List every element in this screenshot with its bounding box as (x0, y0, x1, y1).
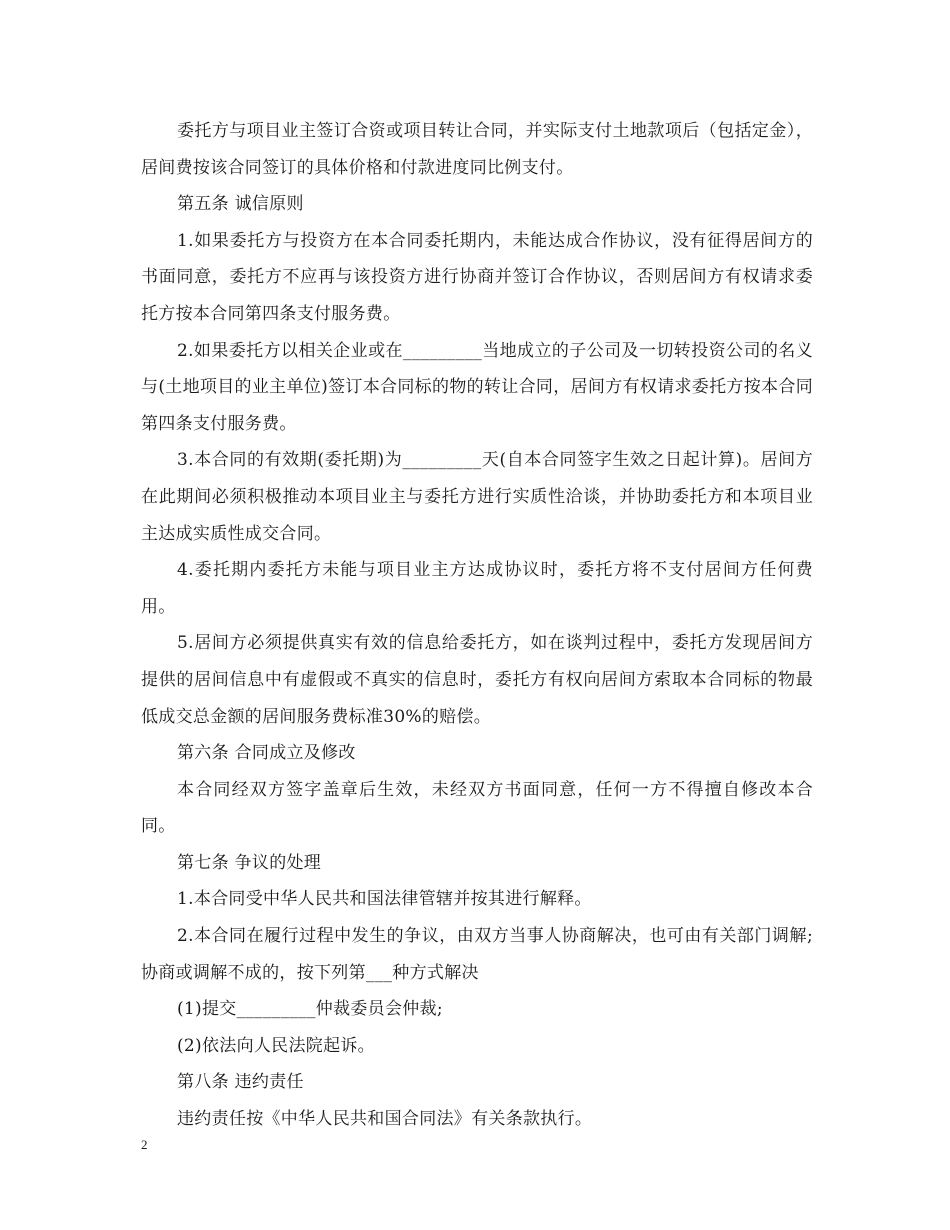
paragraph-article-6-body: 本合同经双方签字盖章后生效，未经双方书面同意，任何一方不得擅自修改本合同。 (141, 779, 813, 837)
heading-article-5: 第五条 诚信原则 (177, 194, 304, 215)
paragraph-article-7-item-1: 1.本合同受中华人民共和国法律管辖并按其进行解释。 (177, 889, 592, 910)
heading-article-6: 第六条 合同成立及修改 (177, 743, 356, 764)
paragraph-article-7-option-2: (2)依法向人民法院起诉。 (177, 1035, 375, 1056)
page-number: 2 (141, 1137, 148, 1152)
paragraph-article-8-body: 违约责任按《中华人民共和国合同法》有关条款执行。 (177, 1109, 593, 1130)
paragraph-article-7-option-1: (1)提交_________仲裁委员会仲裁; (177, 999, 443, 1020)
paragraph-article-5-item-1: 1.如果委托方与投资方在本合同委托期内，未能达成合作协议，没有征得居间方的书面同意，委托方不应再与该投资方进行协商并签订合作协议，否则居间方有权请求委托方按本合同第四条支付服务费。 (141, 230, 813, 324)
paragraph-article-7-item-2: 2.本合同在履行过程中发生的争议，由双方当事人协商解决，也可由有关部门调解;协商或调解不成的，按下列第___种方式解决 (141, 926, 813, 983)
heading-article-7: 第七条 争议的处理 (177, 852, 322, 873)
paragraph-article-5-item-2: 2.如果委托方以相关企业或在_________当地成立的子公司及一切转投资公司的名义与(土地项目的业主单位)签订本合同标的物的转让合同，居间方有权请求委托方按本合同第四条支付服务费。 (141, 340, 813, 434)
heading-article-8: 第八条 违约责任 (177, 1072, 304, 1093)
paragraph-article-5-item-5: 5.居间方必须提供真实有效的信息给委托方，如在谈判过程中，委托方发现居间方提供的居间信息中有虚假或不真实的信息时，委托方有权向居间方索取本合同标的物最低成交总金额的居间服务费标准30%的赔偿。 (141, 633, 813, 727)
paragraph-article-5-item-3: 3.本合同的有效期(委托期)为_________天(自本合同签字生效之日起计算)。居间方在此期间必须积极推动本项目业主与委托方进行实质性洽谈，并协助委托方和本项目业主达成实质性成交合同。 (141, 450, 813, 544)
document-body (141, 113, 813, 1138)
paragraph-article-5-item-4: 4.委托期内委托方未能与项目业主方达成协议时，委托方将不支付居间方任何费用。 (141, 560, 813, 617)
paragraph-payment-terms: 委托方与项目业主签订合资或项目转让合同，并实际支付土地款项后（包括定金），居间费按该合同签订的具体价格和付款进度同比例支付。 (141, 121, 813, 178)
